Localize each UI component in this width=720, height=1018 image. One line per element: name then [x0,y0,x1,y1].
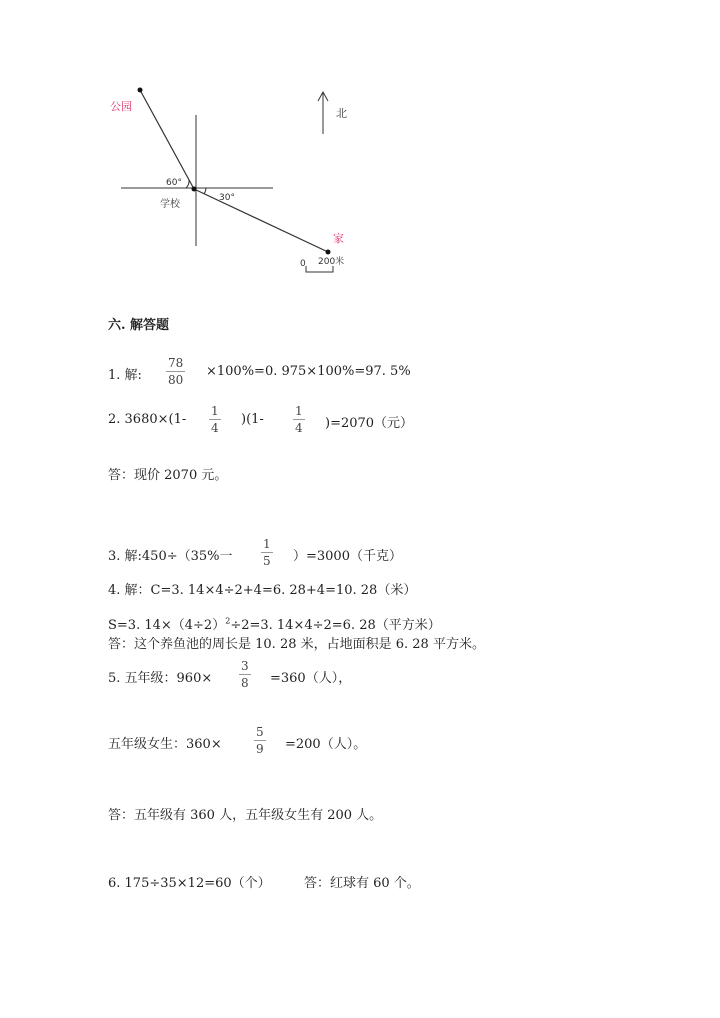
q4-line2 [108,614,441,633]
q3-prefix: 3. 解:450÷（35%一 [108,549,233,564]
park-label: 公园 [110,100,132,113]
section-title: 六. 解答题 [108,318,170,333]
q5-fraction-1 [239,659,251,690]
angle-60-label: 60° [166,178,182,188]
q3-fraction [261,537,273,568]
q5-rest2: =200（人）。 [285,737,367,752]
q4-exponent: 2 [225,616,231,626]
school-point [192,187,197,192]
scale-distance-label: 200米 [318,257,345,267]
q1-rest: ×100%=0. 975×100%=97. 5% [206,364,411,379]
home-point [326,250,331,255]
q6-calc: 6. 175÷35×12=60（个） [108,876,271,891]
q2-frac2-den: 4 [295,421,303,435]
map-diagram [0,0,720,300]
q2-frac1-num: 1 [211,404,219,418]
q2-mid: )(1- [241,412,264,427]
park-point [138,88,143,93]
angle-30-arc [204,188,206,194]
angle-60-arc [186,180,189,188]
q4-line2-a: S=3. 14×（4÷2） [108,618,226,633]
q5-fraction-2 [254,725,266,756]
q4-answer: 答：这个养鱼池的周长是 10. 28 米，占地面积是 6. 28 平方米。 [108,637,485,652]
q2-frac1-den: 4 [211,421,219,435]
school-label: 学校 [160,199,180,210]
q5-prefix2: 五年级女生：360× [108,737,222,752]
q1-prefix: 1. 解: [108,368,142,383]
q4-line1: 4. 解：C=3. 14×4÷2+4=6. 28+4=10. 28（米） [108,583,417,598]
q5-frac1-num: 3 [241,659,249,673]
scale-zero-label: 0 [300,259,306,269]
q3-rest: ）=3000（千克） [293,549,402,564]
home-route-line [194,189,328,252]
q2-prefix: 2. 3680×(1- [108,412,187,427]
q5-frac1-den: 8 [241,676,249,690]
angle-30-label: 30° [219,193,235,203]
q6-answer: 答：红球有 60 个。 [304,876,420,891]
q3-frac-num: 1 [263,537,271,551]
q5-answer: 答：五年级有 360 人，五年级女生有 200 人。 [108,808,383,823]
q2-answer: 答：现价 2070 元。 [108,468,228,483]
q1-frac-den: 80 [168,373,184,387]
q1-frac-num: 78 [168,356,184,370]
park-route-line [140,90,194,189]
home-label: 家 [333,232,344,245]
q5-prefix1: 5. 五年级：960× [108,671,213,686]
north-label: 北 [336,107,347,120]
q2-fraction-2 [293,404,305,435]
q5-frac2-num: 5 [256,725,264,739]
q5-frac2-den: 9 [256,742,264,756]
q2-fraction-1 [209,404,221,435]
q5-rest1: =360（人）， [270,671,352,686]
q2-frac2-num: 1 [295,404,303,418]
q3-frac-den: 5 [263,554,271,568]
q2-rest: )=2070（元） [325,416,414,431]
q4-line2-b: ÷2=3. 14×4÷2=6. 28（平方米） [230,618,441,633]
q1-fraction [166,356,185,387]
